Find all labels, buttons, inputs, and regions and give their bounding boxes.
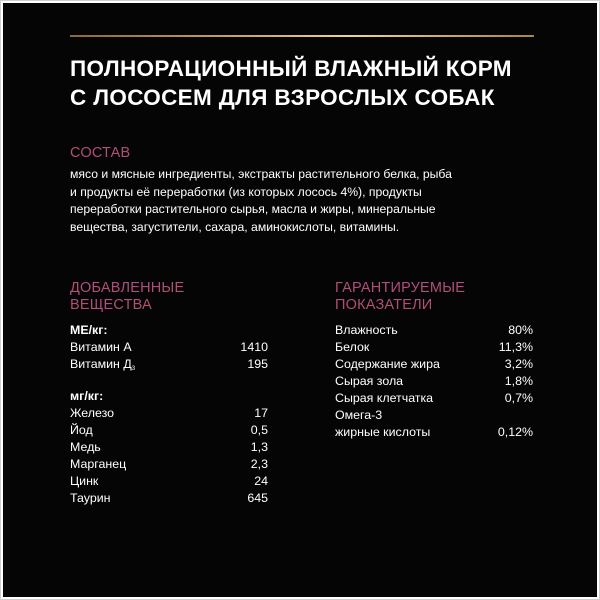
- additive-value: 195: [247, 357, 268, 371]
- composition-line: мясо и мясные ингредиенты, экстракты растительного белка, рыба: [70, 167, 452, 181]
- title-line-1: ПОЛНОРАЦИОННЫЙ ВЛАЖНЫЙ КОРМ: [70, 56, 512, 81]
- nutrition-panel: [3, 3, 597, 597]
- guaranteed-value: 80%: [508, 323, 533, 337]
- additive-row: [70, 490, 268, 507]
- guaranteed-name: Сырая зола: [335, 374, 404, 388]
- additives-heading-line-1: ДОБАВЛЕННЫЕ: [70, 280, 185, 296]
- guaranteed-value: 1,8%: [504, 374, 533, 388]
- guaranteed-heading-line-2: ПОКАЗАТЕЛИ: [335, 297, 433, 313]
- composition-line: и продукты её переработки (из которых лосось 4%), продукты: [70, 184, 422, 199]
- guaranteed-value: 3,2%: [504, 357, 533, 371]
- additive-row: [70, 473, 268, 490]
- composition-line: вещества, загустители, сахара, аминокислоты, витамины.: [70, 219, 400, 234]
- guaranteed-heading-line-1: ГАРАНТИРУЕМЫЕ: [335, 280, 466, 296]
- guaranteed-row: [335, 322, 533, 339]
- guaranteed-row: [335, 407, 533, 424]
- guaranteed-row: [335, 424, 533, 441]
- additive-row: [70, 356, 268, 373]
- guaranteed-value: 0,12%: [497, 425, 533, 439]
- additive-row: [70, 456, 268, 473]
- additive-name: Железо: [70, 406, 115, 420]
- additive-name: Таурин: [70, 491, 111, 505]
- additive-value: 0,5: [250, 423, 268, 437]
- composition-line: переработки растительного сырья, масла и жиры, минеральные: [70, 202, 436, 216]
- guaranteed-name: Сырая клетчатка: [335, 391, 434, 405]
- guaranteed-value: 0,7%: [504, 391, 533, 405]
- guaranteed-name: Омега-3: [335, 408, 383, 422]
- product-title: [70, 54, 550, 112]
- title-line-2: С ЛОСОСЕМ ДЛЯ ВЗРОСЛЫХ СОБАК: [70, 85, 495, 110]
- additive-name: Цинк: [70, 474, 99, 488]
- additive-name: Витамин Д: [70, 357, 132, 371]
- additive-value: 17: [254, 406, 268, 420]
- additive-name: Медь: [70, 440, 101, 454]
- additives-heading-line-2: ВЕЩЕСТВА: [70, 297, 152, 313]
- guaranteed-name: Влажность: [335, 323, 398, 337]
- additive-value: 2,3: [250, 457, 268, 471]
- guaranteed-row: [335, 339, 533, 356]
- guaranteed-value: 11,3%: [498, 340, 533, 354]
- guaranteed-name: Содержание жира: [335, 357, 440, 371]
- additive-row: [70, 439, 268, 456]
- additive-row: [70, 339, 268, 356]
- additive-name: Витамин А: [70, 340, 132, 354]
- guaranteed-row: [335, 373, 533, 390]
- additive-subscript: 3: [131, 366, 136, 372]
- additive-name: Йод: [70, 423, 93, 437]
- additive-name: Марганец: [70, 457, 127, 471]
- guaranteed-row: [335, 390, 533, 407]
- additives-unit-label: мг/кг:: [70, 389, 104, 403]
- guaranteed-name: Белок: [335, 340, 370, 354]
- additive-row: [70, 422, 268, 439]
- additive-value: 1,3: [250, 440, 268, 454]
- guaranteed-name: жирные кислоты: [335, 425, 431, 439]
- additive-value: 645: [247, 491, 268, 505]
- composition-text: [70, 166, 510, 236]
- additive-row: [70, 405, 268, 422]
- additive-value: 1410: [240, 340, 268, 354]
- guaranteed-row: [335, 356, 533, 373]
- additives-unit-label: МЕ/кг:: [70, 323, 108, 337]
- gold-divider: [70, 35, 534, 37]
- composition-heading: СОСТАВ: [70, 145, 131, 161]
- additive-value: 24: [254, 474, 268, 488]
